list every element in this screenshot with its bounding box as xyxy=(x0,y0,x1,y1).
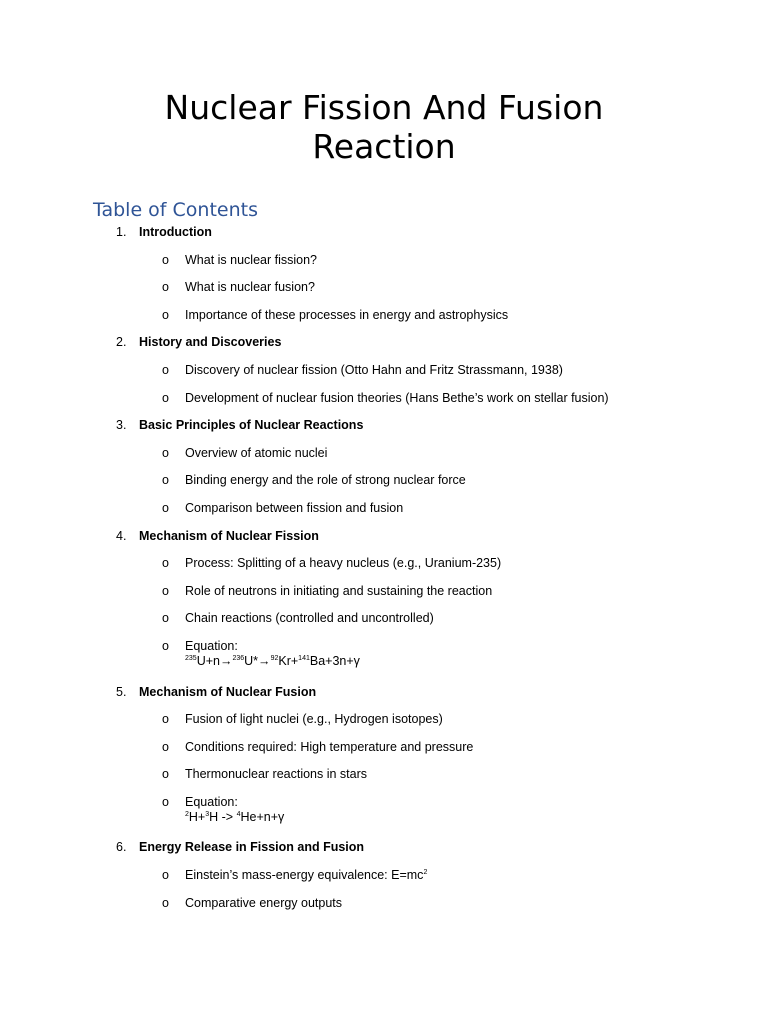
bullet-marker: o xyxy=(162,868,169,883)
equation-term: He+n+γ xyxy=(240,809,285,824)
exponent: 2 xyxy=(423,869,428,877)
equation-term: H+ xyxy=(188,809,206,824)
bullet-marker: o xyxy=(162,556,169,571)
toc-section-basic-principles xyxy=(0,415,768,518)
section-number: 5. xyxy=(116,684,127,699)
fusion-equation xyxy=(185,807,284,827)
section-number: 3. xyxy=(116,418,127,433)
equation-term: U*→ xyxy=(244,653,271,668)
subtopic-text: Development of nuclear fusion theories (Hans Bethe’s work on stellar fusion) xyxy=(185,390,609,405)
toc-section-history xyxy=(0,332,768,407)
title-line-1: Nuclear Fission And Fusion xyxy=(164,88,604,127)
list-item xyxy=(0,498,768,518)
section-heading xyxy=(0,526,768,546)
list-item xyxy=(0,388,768,408)
subtopic-text: Importance of these processes in energy and astrophysics xyxy=(185,307,509,322)
bullet-marker: o xyxy=(162,252,169,267)
list-item xyxy=(0,250,768,270)
equation-term: Kr+ xyxy=(278,653,299,668)
table-of-contents xyxy=(0,222,768,913)
subtopic-text: Binding energy and the role of strong nuclear force xyxy=(185,473,466,488)
mass-number: 92 xyxy=(270,654,279,662)
subtopic-text: Thermonuclear reactions in stars xyxy=(185,767,368,782)
subtopic-text: Process: Splitting of a heavy nucleus (e.g., Uranium-235) xyxy=(185,556,502,571)
subtopic-list xyxy=(0,360,768,408)
bullet-marker: o xyxy=(162,500,169,515)
section-title: Mechanism of Nuclear Fission xyxy=(139,528,319,543)
section-number: 4. xyxy=(116,528,127,543)
subtopic-text: Equation: xyxy=(185,638,238,653)
subtopic-list xyxy=(0,865,768,913)
subtopic-text: Chain reactions (controlled and uncontrolled) xyxy=(185,611,434,626)
subtopic-text: Conditions required: High temperature and pressure xyxy=(185,739,474,754)
list-item xyxy=(0,865,768,885)
section-number: 1. xyxy=(116,225,127,239)
bullet-marker: o xyxy=(162,611,169,626)
list-item xyxy=(0,470,768,490)
subtopic-text: Discovery of nuclear fission (Otto Hahn and Fritz Strassmann, 1938) xyxy=(185,362,563,377)
list-item xyxy=(0,737,768,757)
section-heading xyxy=(0,415,768,435)
bullet-marker: o xyxy=(162,390,169,405)
list-item xyxy=(0,893,768,913)
subtopic-text: Equation: xyxy=(185,794,238,809)
subtopic-text: Comparative energy outputs xyxy=(185,895,343,910)
title-line-2: Reaction xyxy=(312,127,456,166)
subtopic-text: Fusion of light nuclei (e.g., Hydrogen isotopes) xyxy=(185,712,443,727)
section-heading xyxy=(0,222,768,242)
equation-term: Ba+3n+γ xyxy=(309,653,360,668)
toc-section-fission-mechanism xyxy=(0,526,768,674)
toc-section-energy-release xyxy=(0,837,768,912)
bullet-marker: o xyxy=(162,280,169,295)
section-heading xyxy=(0,837,768,857)
bullet-marker: o xyxy=(162,794,169,809)
bullet-marker: o xyxy=(162,638,169,653)
list-item xyxy=(0,360,768,380)
bullet-marker: o xyxy=(162,307,169,322)
list-item xyxy=(0,608,768,628)
subtopic-list xyxy=(0,250,768,325)
section-number: 6. xyxy=(116,840,127,855)
list-item xyxy=(0,792,768,830)
bullet-marker: o xyxy=(162,739,169,754)
bullet-marker: o xyxy=(162,767,169,782)
bullet-marker: o xyxy=(162,712,169,727)
subtopic-text: Overview of atomic nuclei xyxy=(185,445,328,460)
subtopic-text xyxy=(185,865,427,885)
list-item xyxy=(0,553,768,573)
equation-term: H -> xyxy=(209,809,237,824)
list-item xyxy=(0,709,768,729)
toc-heading: Table of Contents xyxy=(93,199,258,221)
toc-section-introduction xyxy=(0,222,768,325)
list-item xyxy=(0,443,768,463)
section-number: 2. xyxy=(116,335,127,350)
bullet-marker: o xyxy=(162,583,169,598)
section-title: Mechanism of Nuclear Fusion xyxy=(139,684,317,699)
mass-number: 236 xyxy=(232,654,245,662)
list-item xyxy=(0,581,768,601)
document-title xyxy=(0,88,768,166)
bullet-marker: o xyxy=(162,362,169,377)
section-title: History and Discoveries xyxy=(139,335,282,350)
subtopic-list xyxy=(0,553,768,674)
subtopic-text: Role of neutrons in initiating and sustaining the reaction xyxy=(185,583,493,598)
equation-term: U+n→ xyxy=(196,653,233,668)
list-item xyxy=(0,277,768,297)
mass-number: 2 xyxy=(185,810,189,818)
list-item xyxy=(0,636,768,674)
subtopic-text: What is nuclear fusion? xyxy=(185,280,315,295)
bullet-marker: o xyxy=(162,895,169,910)
section-title: Introduction xyxy=(139,225,212,239)
subtopic-list xyxy=(0,443,768,518)
list-item xyxy=(0,305,768,325)
mass-number: 235 xyxy=(185,654,197,662)
section-heading xyxy=(0,332,768,352)
mass-number: 4 xyxy=(236,810,241,818)
subtopic-text: Comparison between fission and fusion xyxy=(185,500,404,515)
mass-number: 3 xyxy=(205,810,210,818)
fission-equation xyxy=(185,651,360,671)
subtopic-list xyxy=(0,709,768,830)
section-heading xyxy=(0,682,768,702)
section-title: Basic Principles of Nuclear Reactions xyxy=(139,418,364,433)
toc-section-fusion-mechanism xyxy=(0,682,768,830)
bullet-marker: o xyxy=(162,473,169,488)
section-title: Energy Release in Fission and Fusion xyxy=(139,840,365,855)
list-item xyxy=(0,764,768,784)
emc-text: Einstein’s mass-energy equivalence: E=mc xyxy=(185,868,424,883)
mass-number: 141 xyxy=(298,654,310,662)
subtopic-text: What is nuclear fission? xyxy=(185,252,318,267)
bullet-marker: o xyxy=(162,445,169,460)
